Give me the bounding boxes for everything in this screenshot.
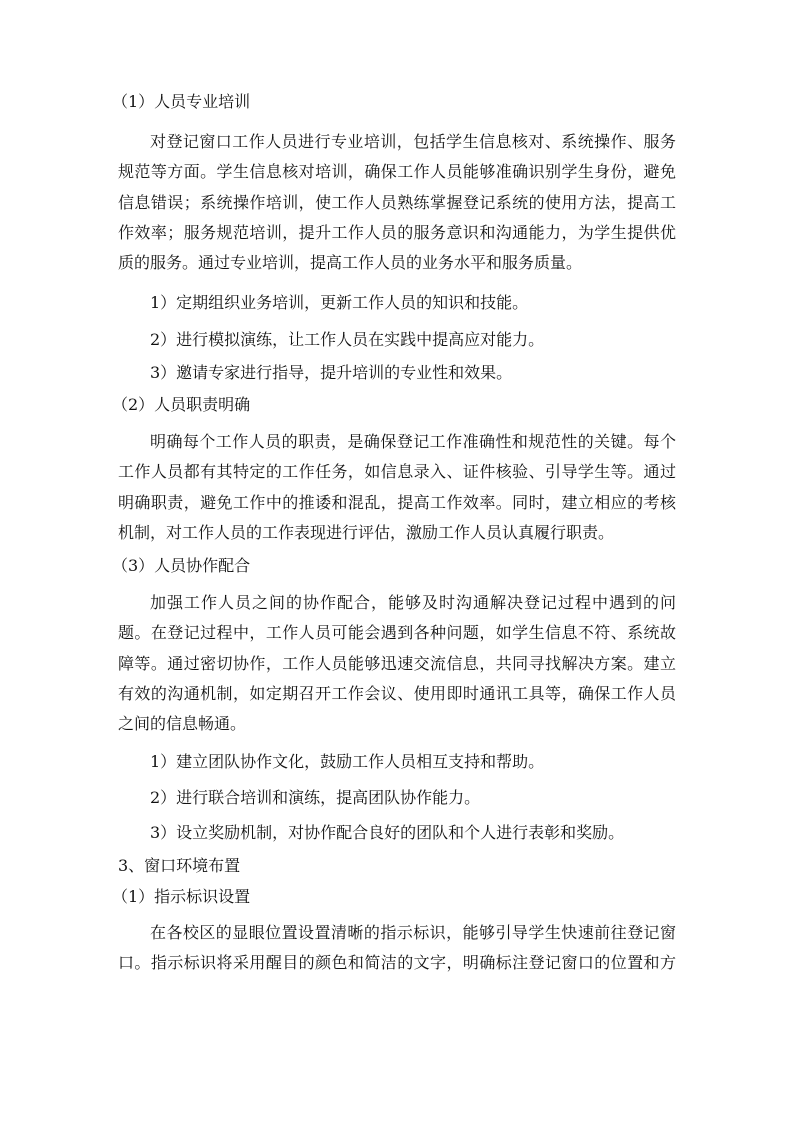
paragraph-line: 质的服务。通过专业培训，提高工作人员的业务水平和服务质量。 <box>118 253 583 272</box>
paragraph-line: 题。在登记过程中，工作人员可能会遇到各种问题，如学生信息不符、系统故 <box>118 623 676 642</box>
paragraph-line: 之间的信息畅通。 <box>118 714 247 733</box>
section-heading: （1）指示标识设置 <box>112 887 251 906</box>
section-heading: （3）人员协作配合 <box>112 556 251 575</box>
chapter-heading: 3、窗口环境布置 <box>118 856 241 875</box>
paragraph-line: 明确职责，避免工作中的推诿和混乱，提高工作效率。同时，建立相应的考核 <box>118 493 676 512</box>
paragraph-line: 障等。通过密切协作，工作人员能够迅速交流信息，共同寻找解决方案。建立 <box>118 654 676 673</box>
paragraph-line: 对登记窗口工作人员进行专业培训，包括学生信息核对、系统操作、服务 <box>150 132 676 151</box>
paragraph-line: 规范等方面。学生信息核对培训，确保工作人员能够准确识别学生身份，避免 <box>118 162 676 181</box>
paragraph-line: 加强工作人员之间的协作配合，能够及时沟通解决登记过程中遇到的问 <box>150 593 676 612</box>
paragraph-line: 机制，对工作人员的工作表现进行评估，激励工作人员认真履行职责。 <box>118 523 615 542</box>
section-heading: （2）人员职责明确 <box>112 395 251 414</box>
paragraph-line: 有效的沟通机制，如定期召开工作会议、使用即时通讯工具等，确保工作人员 <box>118 684 676 703</box>
paragraph-line: 在各校区的显眼位置设置清晰的指示标识，能够引导学生快速前往登记窗 <box>150 923 676 942</box>
paragraph-line: 作效率；服务规范培训，提升工作人员的服务意识和沟通能力，为学生提供优 <box>118 223 676 242</box>
list-item: 3）邀请专家进行指导，提升培训的专业性和效果。 <box>150 363 513 382</box>
list-item: 3）设立奖励机制，对协作配合良好的团队和个人进行表彰和奖励。 <box>150 823 625 842</box>
list-item: 2）进行联合培训和演练，提高团队协作能力。 <box>150 788 481 807</box>
section-heading: （1）人员专业培训 <box>112 92 251 111</box>
paragraph-line: 信息错误；系统操作培训，使工作人员熟练掌握登记系统的使用方法，提高工 <box>118 193 676 212</box>
paragraph-line: 口。指示标识将采用醒目的颜色和简洁的文字，明确标注登记窗口的位置和方 <box>118 953 676 972</box>
paragraph-line: 明确每个工作人员的职责，是确保登记工作准确性和规范性的关键。每个 <box>150 432 676 451</box>
list-item: 1）定期组织业务培训，更新工作人员的知识和技能。 <box>150 293 529 312</box>
list-item: 1）建立团队协作文化，鼓励工作人员相互支持和帮助。 <box>150 752 545 771</box>
list-item: 2）进行模拟演练，让工作人员在实践中提高应对能力。 <box>150 330 545 349</box>
paragraph-line: 工作人员都有其特定的工作任务，如信息录入、证件核验、引导学生等。通过 <box>118 462 676 481</box>
